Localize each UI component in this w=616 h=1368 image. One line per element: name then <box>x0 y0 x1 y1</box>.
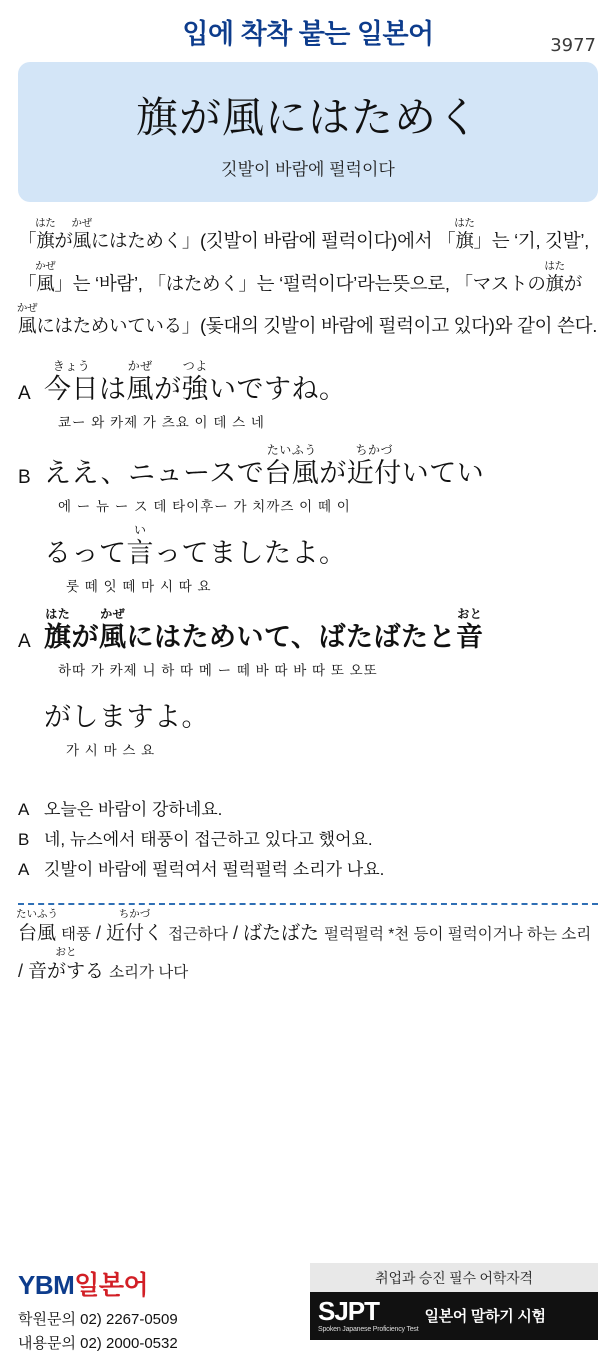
explanation-paragraph <box>16 217 598 347</box>
ruby-i <box>126 523 155 569</box>
advertisement-banner[interactable] <box>310 1263 598 1340</box>
dialogue-continuation <box>18 523 598 595</box>
ad-tagline: 취업과 승진 필수 어학자격 <box>310 1263 598 1292</box>
dialogue-line <box>18 359 598 431</box>
speaker-label: A <box>18 860 30 879</box>
kanji: 風 <box>126 374 154 405</box>
vocab-item-otogasuru <box>28 946 105 982</box>
ruby-kaze-3 <box>16 302 38 337</box>
dialogue-japanese <box>44 607 598 655</box>
vocab-gloss: 펄럭펄럭 *천 등이 펄럭이거나 하는 소리 <box>324 926 592 943</box>
vocabulary-section <box>16 908 598 991</box>
jp-text: が <box>154 374 182 405</box>
kanji: 今日 <box>44 374 99 405</box>
dialogue-reading: 쿄ー 와 카제 가 츠요 이 데 스 네 <box>58 415 265 430</box>
furigana: かぜ <box>16 302 38 314</box>
speaker-label: B <box>18 830 30 849</box>
page-footer <box>18 1263 598 1356</box>
dialogue-japanese <box>44 443 598 491</box>
furigana: おと <box>457 607 483 621</box>
speaker-label: A <box>18 383 31 404</box>
vocab-item-batabata: ばたばた <box>243 922 320 944</box>
furigana: はた <box>454 217 475 229</box>
speaker-label: B <box>18 467 31 488</box>
vocab-word: 台風 <box>18 922 57 944</box>
ad-main <box>310 1292 598 1340</box>
furigana: かぜ <box>71 217 92 229</box>
explanation-text-6: 뜻으로, 「マストの <box>392 273 546 294</box>
vocab-gloss: 소리가 나다 <box>109 964 189 981</box>
explanation-text-8: にはためいている」(돛대의 깃 <box>36 315 281 336</box>
page-title: 입에 착착 붙는 일본어 <box>182 18 434 49</box>
dialogue-reading: 하따 가 카제 니 하 따 메 ー 떼 바 따 바 따 또 오또 <box>58 663 378 678</box>
explanation-text-1: 「 <box>18 231 37 252</box>
ruby-hata <box>44 607 72 653</box>
ruby-oto <box>455 607 484 653</box>
brand-block <box>18 1263 178 1356</box>
contact-line-1: 학원문의 02) 2267-0509 <box>18 1311 178 1328</box>
kanji: 近付 <box>346 458 402 489</box>
translation-text: 네, 뉴스에서 태풍이 접근하고 있다고 했어요. <box>44 830 373 849</box>
kanji: 風 <box>18 316 37 337</box>
vocab-item-taifuu <box>16 908 58 944</box>
vocab-word: 音がする <box>28 960 105 982</box>
vocab-separator: / <box>232 923 238 943</box>
ad-text: 일본어 말하기 시험 <box>424 1308 546 1325</box>
furigana: はた <box>45 607 71 621</box>
brand-subname: 일본어 <box>74 1270 149 1300</box>
brand-name: YBM <box>18 1270 75 1300</box>
dialogue-reading: 에 ー 뉴 ー ス 데 타이후ー 가 치까즈 이 떼 이 <box>58 499 351 514</box>
ruby-kaze <box>126 359 155 405</box>
kanji: 音 <box>455 622 484 653</box>
furigana: おと <box>55 946 77 958</box>
vocab-item-chikaduku <box>106 908 164 944</box>
jp-text: るって <box>44 538 127 569</box>
jp-text: にはためいて、ばたばたと <box>126 622 456 653</box>
furigana: きょう <box>52 359 91 373</box>
jp-text: がしますよ。 <box>44 702 209 733</box>
translation-text: 깃발이 바람에 펄럭여서 펄럭펄럭 소리가 나요. <box>44 860 385 879</box>
vocab-gloss: 접근하다 <box>168 926 228 943</box>
banner-japanese-phrase: 旗が風にはためく <box>135 92 480 142</box>
vocab-separator: / <box>96 923 102 943</box>
dialogue-section <box>18 359 598 759</box>
furigana: かぜ <box>127 359 153 373</box>
ruby-kaze <box>99 607 127 653</box>
furigana: ちかづ <box>355 443 394 457</box>
dialogue-line <box>18 443 598 515</box>
speaker-label: A <box>18 800 30 819</box>
ad-logo-block <box>318 1298 418 1333</box>
kanji: 旗 <box>44 622 72 653</box>
explanation-text-3: にはためく」(깃발이 바람에 펄럭이다)에서 「 <box>90 230 456 251</box>
ruby-kaze-2 <box>35 260 56 295</box>
page-header <box>18 0 598 62</box>
furigana: はた <box>35 217 56 229</box>
translation-line <box>18 855 598 885</box>
speaker-label: A <box>18 631 31 652</box>
translation-text: 오늘은 바람이 강하네요. <box>44 800 223 819</box>
explanation-text-9: 발이 바람에 펄럭이고 있다)와 같이 쓴다. <box>281 315 598 336</box>
vocab-word: 近付く <box>106 922 164 944</box>
vocab-separator: / <box>18 961 24 981</box>
kanji: 台風 <box>264 458 320 489</box>
kanji: 旗 <box>545 274 564 295</box>
dialogue-body <box>44 607 598 679</box>
furigana: い <box>133 523 147 537</box>
ruby-hata-1 <box>35 217 56 252</box>
furigana: かぜ <box>35 260 56 272</box>
furigana: たいふう <box>266 443 317 457</box>
dialogue-continuation <box>18 701 598 759</box>
jp-text: いですね。 <box>209 374 347 405</box>
banner-korean-translation: 깃발이 바람에 펄럭이다 <box>221 159 395 179</box>
ruby-tsuyo <box>181 359 210 405</box>
jp-text: いてい <box>401 458 485 489</box>
kanji: 風 <box>99 622 127 653</box>
ruby-hata-3 <box>544 260 565 295</box>
contact-line-2: 내용문의 02) 2000-0532 <box>18 1335 178 1352</box>
translation-section <box>18 795 598 885</box>
dialogue-japanese <box>44 701 598 735</box>
dashed-divider <box>18 903 598 905</box>
furigana: つよ <box>182 359 208 373</box>
furigana: たいふう <box>16 908 58 920</box>
dialogue-body <box>44 443 598 515</box>
jp-text: ってましたよ。 <box>154 538 347 569</box>
ad-logo-subtitle: Spoken Japanese Proficiency Test <box>318 1326 419 1333</box>
kanji: 風 <box>72 231 91 252</box>
jp-text: は <box>99 374 127 405</box>
ruby-kyou <box>44 359 99 405</box>
vocab-gloss: 태풍 <box>61 926 91 943</box>
kanji: 風 <box>36 274 55 295</box>
translation-line <box>18 825 598 855</box>
explanation-text-7: が <box>563 273 582 294</box>
explanation-text-4: 」는 ‘기, 깃발’, 「 <box>18 230 589 294</box>
contact-info <box>18 1308 178 1356</box>
page-number: 3977 <box>550 35 596 56</box>
furigana: はた <box>544 260 565 272</box>
dialogue-line-highlighted <box>18 607 598 679</box>
explanation-text-2: が <box>54 231 73 252</box>
furigana: かぜ <box>100 607 126 621</box>
ruby-chikadu <box>346 443 402 489</box>
kanji: 旗 <box>455 231 474 252</box>
brand-logo <box>18 1265 178 1302</box>
dialogue-body <box>44 359 598 431</box>
ruby-hata-2 <box>454 217 475 252</box>
ruby-kaze-1 <box>71 217 92 252</box>
ruby-taifuu <box>264 443 320 489</box>
dialogue-reading: 룻 떼 잇 떼 마 시 따 요 <box>66 579 212 594</box>
phrase-banner <box>18 62 598 202</box>
dialogue-reading: 가 시 마 스 요 <box>66 743 156 758</box>
jp-text: が <box>319 458 347 489</box>
ad-logo: SJPT <box>318 1296 380 1326</box>
dialogue-japanese <box>44 523 598 571</box>
jp-text: ええ、ニュースで <box>44 458 265 489</box>
jp-text: が <box>71 622 99 653</box>
furigana: ちかづ <box>118 908 151 920</box>
kanji: 旗 <box>36 231 55 252</box>
dialogue-japanese <box>44 359 598 407</box>
kanji: 強 <box>181 374 209 405</box>
explanation-text-5: 」는 ‘바람’, 「はためく」는 ‘펄럭이다’라는 <box>54 273 393 294</box>
kanji: 言 <box>126 538 154 569</box>
translation-line <box>18 795 598 825</box>
